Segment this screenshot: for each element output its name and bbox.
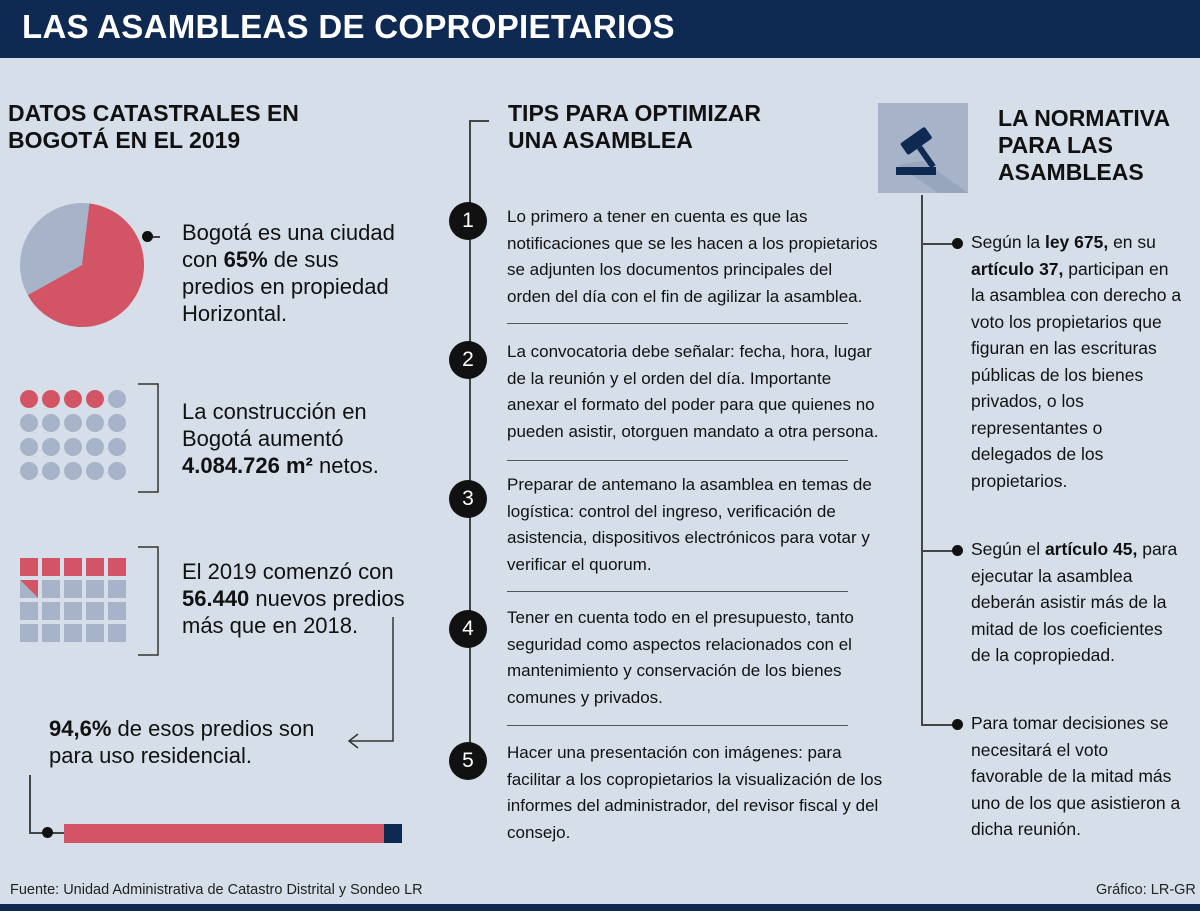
tip-2-number: 2 [449,341,487,379]
construction-dot [86,462,104,480]
stat2-line1: La construcción en [182,399,367,424]
stat-residential [49,715,314,769]
gavel-icon [878,103,968,193]
construction-dot [86,414,104,432]
construction-dot [64,390,82,408]
construction-dot [42,438,60,456]
construction-dot [20,390,38,408]
grid-square [86,580,104,598]
cadastral-title-line2: BOGOTÁ EN EL 2019 [8,127,241,153]
stat1-percent: 65% [223,247,268,272]
stat1-line1: Bogotá es una ciudad [182,220,395,245]
tip-4-number: 4 [449,610,487,648]
construction-dot [42,390,60,408]
normativa-title-line3: ASAMBLEAS [998,159,1144,185]
page-title: LAS ASAMBLEAS DE COPROPIETARIOS [22,8,675,45]
stat1-line3: predios en propiedad [182,274,389,299]
stat2-post: netos. [312,453,379,478]
stat1-post: de sus [267,247,339,272]
tip-5-text: Hacer una presentación con imágenes: para facilitar a los copropietarios la visualización de los informes del administrador, del revisor fiscal y del consejo. [507,743,883,842]
normativa-title-line2: PARA LAS [998,132,1113,158]
normativa-dot [952,719,963,730]
grid-square [42,580,60,598]
stat4-post: de esos predios son [111,716,315,741]
normativa-item-1: Según la ley 675, en su artículo 37, participan en la asamblea con derecho a voto los propietarios que figuran en las escrituras públicas de los bienes privados, o los representantes o delegados de los propietarios. [971,232,1182,491]
bottom-bar [0,904,1200,911]
stat-horizontal-property [182,219,395,327]
tip-2-text: La convocatoria debe señalar: fecha, hora, lugar de la reunión y el orden del día. Importante anexar el formato del poder para que quienes no pueden asistir, otorguen mandato a otra persona. [507,342,879,441]
construction-dot [64,414,82,432]
normativa-title-line1: LA NORMATIVA [998,105,1171,131]
normativa-dot [952,238,963,249]
construction-dots-chart [20,390,132,490]
grid-square [42,624,60,642]
footer-source: Fuente: Unidad Administrativa de Catastro Distrital y Sondeo LR [10,882,423,898]
stat3-value: 56.440 [182,586,250,611]
new-properties-grid-chart [20,558,132,648]
bar-leader-line [29,775,31,833]
construction-dot [42,462,60,480]
construction-dot [86,390,104,408]
construction-dot [64,438,82,456]
grid-square [20,580,38,598]
grid-square [86,602,104,620]
construction-dot [64,462,82,480]
grid-square [86,558,104,576]
construction-dot [86,438,104,456]
new-properties-bracket [120,545,160,657]
cadastral-title-line1: DATOS CATASTRALES EN [8,100,299,126]
grid-square [20,624,38,642]
grid-square [64,624,82,642]
tip-5-number: 5 [449,742,487,780]
grid-square [64,558,82,576]
stat3-post: nuevos predios [249,586,405,611]
grid-square [86,624,104,642]
grid-square [20,558,38,576]
tip-4-text: Tener en cuenta todo en el presupuesto, tanto seguridad como aspectos relacionados con el mantenimiento y conservación de los bienes comunes y privados. [507,608,854,707]
construction-dot [42,414,60,432]
tips-timeline-top [469,120,489,122]
normativa-dot [952,545,963,556]
tips-title [508,100,761,154]
stat1-pre: con [182,247,224,272]
construction-dot [20,462,38,480]
tip-separator [507,591,848,592]
pie-chart [20,202,160,328]
footer-credit: Gráfico: LR-GR [1096,882,1196,898]
pie-leader-dot [142,231,153,242]
grid-square [64,602,82,620]
construction-dot [20,414,38,432]
grid-square [42,602,60,620]
residential-bar-fill [64,824,384,843]
construction-dot [20,438,38,456]
stat1-line4: Horizontal. [182,301,288,326]
residential-bar-track [64,824,402,843]
normativa-item-2: Según el artículo 45, para ejecutar la asamblea deberán asistir más de la mitad de los coeficientes de la copropiedad. [971,539,1178,665]
normativa-title [998,105,1170,186]
normativa-item-3: Para tomar decisiones se necesitará el voto favorable de la mitad más uno de los que asistieron a dicha reunión. [971,713,1181,839]
tips-title-line2: UNA ASAMBLEA [508,127,693,153]
tip-separator [507,460,848,461]
tips-title-line1: TIPS PARA OPTIMIZAR [508,100,761,126]
normativa-timeline-line [921,195,923,725]
tip-separator [507,725,848,726]
grid-square [20,602,38,620]
tip-1-number: 1 [449,202,487,240]
tip-separator [507,323,848,324]
construction-bracket [120,382,160,494]
stat4-percent: 94,6% [49,716,112,741]
stat2-value: 4.084.726 m² [182,453,313,478]
stat2-line2: Bogotá aumentó [182,426,344,451]
bar-leader-dot [42,827,53,838]
grid-square [64,580,82,598]
residential-arrow [340,615,410,755]
stat4-line2: para uso residencial. [49,743,253,768]
grid-square [42,558,60,576]
cadastral-data-title [8,100,299,154]
stat3-line3: más que en 2018. [182,613,359,638]
tip-3-text: Preparar de antemano la asamblea en temas de logística: control del ingreso, verificación de asistencia, dispositivos electrónicos para votar y verificar el quorum. [507,475,872,574]
stat3-line1: El 2019 comenzó con [182,559,394,584]
tip-1-text: Lo primero a tener en cuenta es que las notificaciones que se les hacen a los propietarios se adjunten los documentos principales del orden del día con el fin de agilizar la asamblea. [507,207,878,306]
gavel-icon-box [878,103,968,193]
stat-construction [182,398,379,479]
tip-3-number: 3 [449,480,487,518]
